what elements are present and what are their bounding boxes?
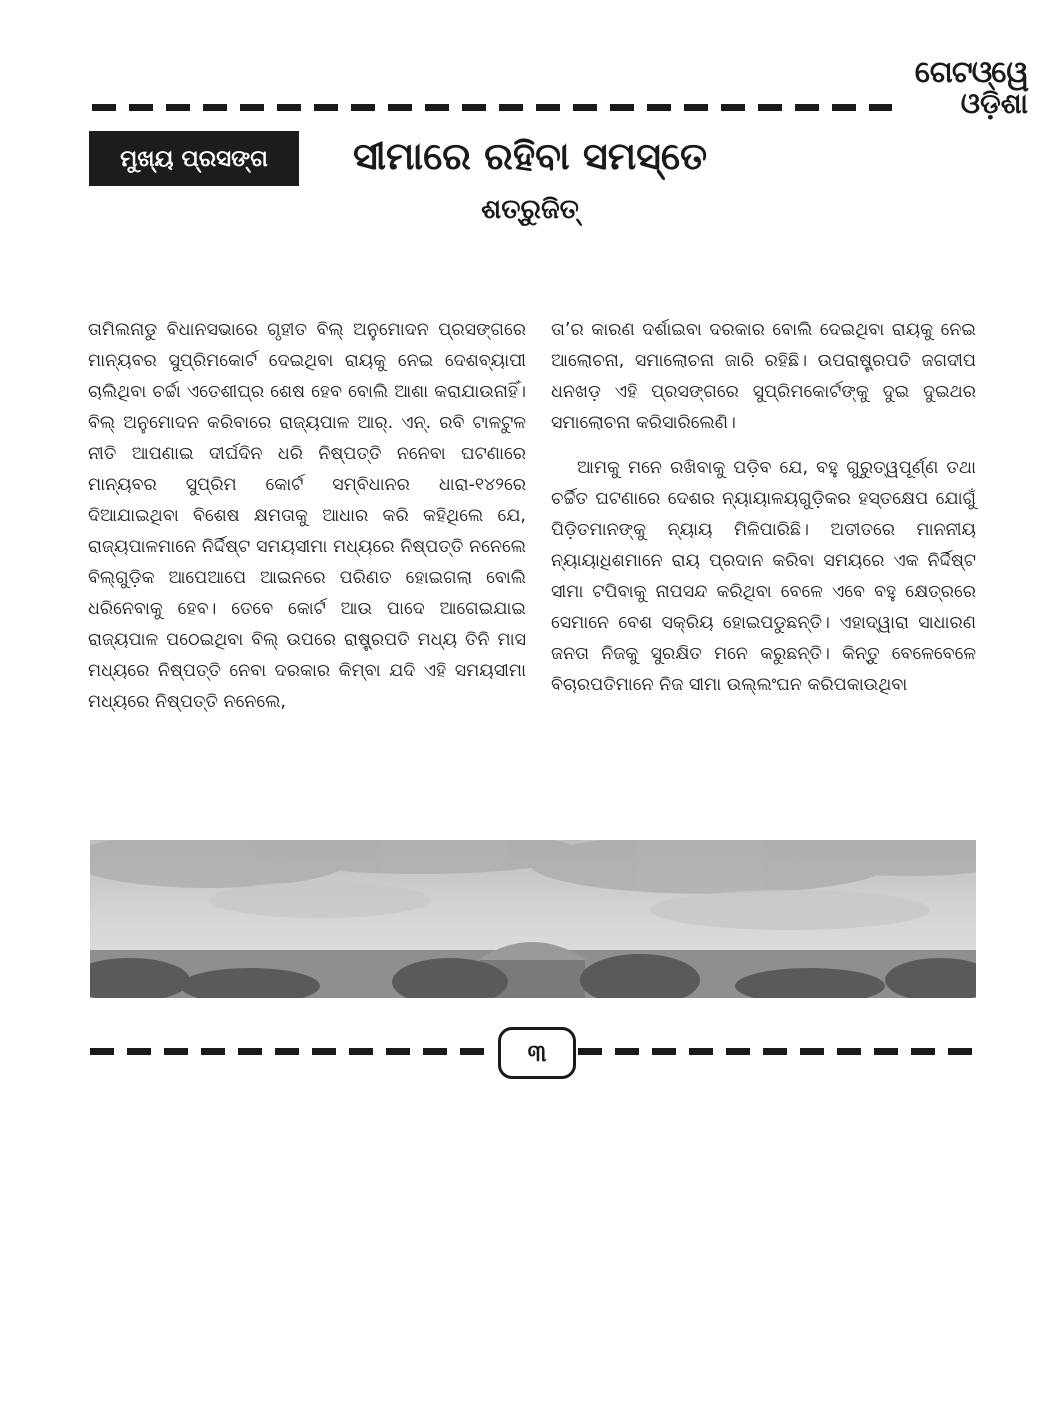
page-number: ୩ xyxy=(498,1027,576,1079)
article-paragraph: ତା’ର କାରଣ ଦର୍ଶାଇବା ଦରକାର ବୋଲି ଦେଇଥିବା ରାୟକୁ ନେଇ ଆଲୋଚନା, ସମାଲୋଚନା ଜାରି ରହିଛି। ଉପରାଷ୍ଟ୍ରପତି ଜଗଦୀପ ଧନଖଡ଼ ଏହି ପ୍ରସଙ୍ଗରେ ସୁପ୍ରିମକୋର୍ଟଙ୍କୁ ଦୁଇ ଦୁଇଥର ସମାଲୋଚନା କରିସାରିଲେଣି। xyxy=(551,320,976,433)
bottom-dashed-rule-right xyxy=(578,1048,976,1055)
masthead-line1: ଗେଟଓ୍ୱେ xyxy=(914,55,1028,90)
article-paragraph: ତାମିଲନାଡୁ ବିଧାନସଭାରେ ଗୃହୀତ ବିଲ୍ ଅନୁମୋଦନ ପ୍ରସଙ୍ଗରେ ମାନ୍ୟବର ସୁପ୍ରିମକୋର୍ଟ ଦେଇଥିବା ରାୟକୁ ନେଇ ଦେଶବ୍ୟାପୀ ଚାଲିଥିବା ଚର୍ଚ୍ଚା ଏତେଶୀଘ୍ର ଶେଷ ହେବ ବୋଲି ଆଶା କରାଯାଉନାହିଁ। ବିଲ୍ ଅନୁମୋଦନ କରିବାରେ ରାଜ୍ୟପାଳ ଆର୍. ଏନ୍. ରବି ଟାଳଟୁଳ ନୀତି ଆପଣାଇ ଦୀର୍ଘଦିନ ଧରି ନିଷ୍ପତ୍ତି ନନେବା ଘଟଣାରେ ମାନ୍ୟବର ସୁପ୍ରିମ କୋର୍ଟ ସମ୍ବିଧାନର ଧାରା-୧୪୨ରେ ଦିଆଯାଇଥିବା ବିଶେଷ କ୍ଷମତାକୁ ଆଧାର କରି କହିଥିଲେ ଯେ, ରାଜ୍ୟପାଳମାନେ ନିର୍ଦ୍ଦିଷ୍ଟ ସମୟସୀମା ମଧ୍ୟରେ ନିଷ୍ପତ୍ତି ନନେଲେ ବିଲ୍‌ଗୁଡ଼ିକ ଆପେଆପେ ଆଇନରେ ପରିଣତ ହୋଇଗଲା ବୋଲି ଧରିନେବାକୁ ହେବ। ତେବେ କୋର୍ଟ ଆଉ ପାଦେ ଆଗେଇଯାଇ ରାଜ୍ୟପାଳ ପଠେଇଥିବା ବିଲ୍ ଉପରେ ରାଷ୍ଟ୍ରପତି ମଧ୍ୟ ତିନି ମାସ ମଧ୍ୟରେ ନିଷ୍ପତ୍ତି ନେବା ଦରକାର କିମ୍ବା ଯଦି ଏହି ସମୟସୀମା ମଧ୍ୟରେ ନିଷ୍ପତ୍ତି ନନେଲେ, xyxy=(88,320,526,712)
article-column-right xyxy=(551,315,976,701)
article-headline: ସୀମାରେ ରହିବା ସମସ୍ତେ xyxy=(352,134,708,178)
masthead-logo xyxy=(898,55,1028,120)
supreme-court-photo xyxy=(90,840,976,998)
article-paragraph: ଆମକୁ ମନେ ରଖିବାକୁ ପଡ଼ିବ ଯେ, ବହୁ ଗୁରୁତ୍ୱପୂର୍ଣ୍ଣ ତଥା ଚର୍ଚ୍ଚିତ ଘଟଣାରେ ଦେଶର ନ୍ୟାୟାଳୟଗୁଡ଼ିକର ହସ୍ତକ୍ଷେପ ଯୋଗୁଁ ପିଡ଼ିତମାନଙ୍କୁ ନ୍ୟାୟ ମିଳିପାରିଛି। ଅତୀତରେ ମାନନୀୟ ନ୍ୟାୟାଧିଶମାନେ ରାୟ ପ୍ରଦାନ କରିବା ସମୟରେ ଏକ ନିର୍ଦ୍ଦିଷ୍ଟ ସୀମା ଟପିବାକୁ ନାପସନ୍ଦ କରିଥିବା ବେଳେ ଏବେ ବହୁ କ୍ଷେତ୍ରରେ ସେମାନେ ବେଶ ସକ୍ରିୟ ହୋଇପଡୁଛନ୍ତି। ଏହାଦ୍ୱାରା ସାଧାରଣ ଜନତା ନିଜକୁ ସୁରକ୍ଷିତ ମନେ କରୁଛନ୍ତି। କିନ୍ତୁ ବେଳେବେଳେ ବିଚାରପତିମାନେ ନିଜ ସୀମା ଉଲ୍ଲଂଘନ କରିପକାଉଥିବା xyxy=(551,458,976,695)
bottom-dashed-rule-left xyxy=(90,1048,492,1055)
article-byline: ଶତ୍ରୁଜିତ୍ xyxy=(481,194,579,225)
section-tag: ମୁଖ୍ୟ ପ୍ରସଙ୍ଗ xyxy=(89,131,299,186)
article-column-left xyxy=(88,315,526,718)
top-dashed-rule xyxy=(92,104,892,111)
masthead-line2: ଓଡ଼ିଶା xyxy=(960,87,1028,120)
